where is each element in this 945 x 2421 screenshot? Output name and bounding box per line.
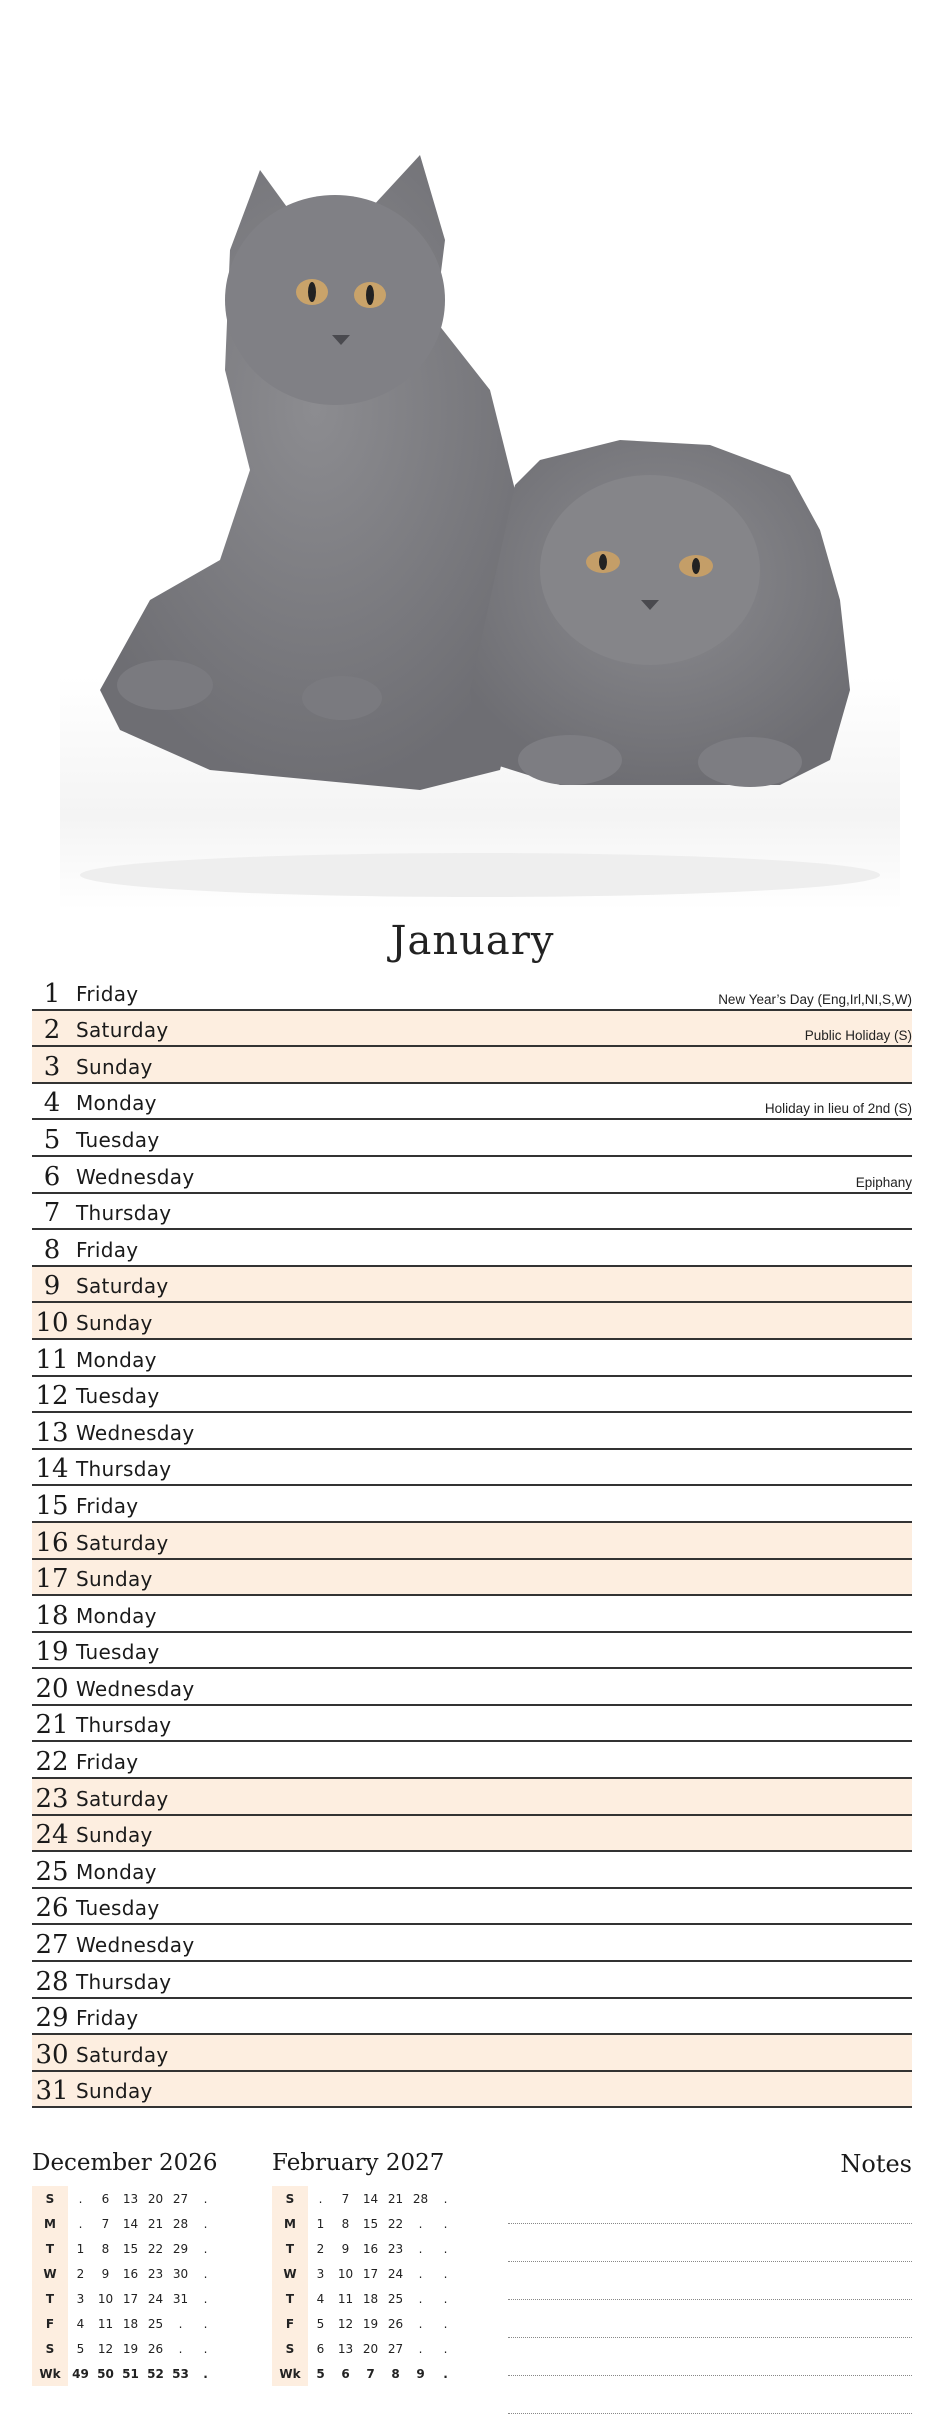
day-row[interactable] (32, 1084, 912, 1121)
mini-calendar-cell: . (418, 2216, 423, 2231)
mini-calendar-cell: 13 (337, 2341, 354, 2356)
mini-calendar-cell: . (443, 2291, 448, 2306)
mini-calendar-cell: 6 (341, 2366, 350, 2381)
weekday-label: M (32, 2211, 68, 2236)
mini-calendar-cell: 29 (172, 2241, 189, 2256)
mini-calendar-cell: 20 (362, 2341, 379, 2356)
mini-calendar-cell: . (443, 2316, 448, 2331)
day-name: Saturday (76, 1786, 169, 1811)
day-number: 2 (43, 1015, 61, 1046)
mini-calendar-row (32, 2236, 218, 2261)
mini-calendar-cell: . (78, 2191, 83, 2206)
mini-calendar-cell: 23 (387, 2241, 404, 2256)
day-name: Monday (76, 1091, 157, 1116)
mini-calendar-cell: 3 (316, 2266, 325, 2281)
weekday-label: Wk (272, 2361, 308, 2386)
mini-calendar-cell: 9 (341, 2241, 350, 2256)
mini-calendar-cell: 7 (341, 2191, 350, 2206)
day-number: 23 (35, 1783, 69, 1814)
mini-calendar-grid (272, 2186, 458, 2386)
weekday-label: S (32, 2336, 68, 2361)
day-number: 15 (35, 1490, 69, 1521)
day-number: 9 (43, 1271, 61, 1302)
mini-calendar-cell: 27 (172, 2191, 189, 2206)
day-name: Sunday (76, 1567, 153, 1592)
mini-calendar-cell: 9 (416, 2366, 425, 2381)
mini-calendar-cell: . (203, 2266, 208, 2281)
mini-calendar-cell: 10 (97, 2291, 114, 2306)
mini-calendar-cell: 7 (101, 2216, 110, 2231)
mini-calendar-cell: 9 (101, 2266, 110, 2281)
mini-calendar-cell: . (443, 2216, 448, 2231)
mini-calendar-row (272, 2236, 458, 2261)
mini-calendar-cell: 21 (147, 2216, 164, 2231)
day-name: Tuesday (76, 1127, 160, 1152)
mini-calendar-cell: . (318, 2191, 323, 2206)
weekday-label: W (32, 2261, 68, 2286)
mini-calendar-row (272, 2261, 458, 2286)
day-row[interactable] (32, 1120, 912, 1157)
day-row[interactable] (32, 1779, 912, 1816)
day-number: 25 (35, 1856, 69, 1887)
mini-calendar-cell: 11 (337, 2291, 354, 2306)
mini-calendar-row (32, 2211, 218, 2236)
day-number: 1 (43, 978, 61, 1009)
day-name: Friday (76, 1493, 139, 1518)
mini-calendar-title: December 2026 (32, 2150, 218, 2176)
mini-calendar-cell: . (203, 2241, 208, 2256)
mini-calendar-cell: 11 (97, 2316, 114, 2331)
day-number: 18 (35, 1600, 69, 1631)
mini-calendar-cell: 19 (122, 2341, 139, 2356)
day-number: 21 (35, 1710, 69, 1741)
mini-calendar-cell: . (443, 2191, 448, 2206)
kittens-photo (60, 130, 900, 910)
mini-calendar-cell: 28 (172, 2216, 189, 2231)
day-number: 20 (35, 1673, 69, 1704)
mini-calendar-row (272, 2311, 458, 2336)
kittens-illustration (60, 130, 900, 910)
mini-calendar-cell: . (78, 2216, 83, 2231)
holiday-label: Public Holiday (S) (804, 1028, 912, 1044)
day-name: Thursday (76, 1201, 172, 1226)
day-name: Sunday (76, 1054, 153, 1079)
mini-calendar-cell: 16 (362, 2241, 379, 2256)
mini-calendar-cell: 28 (412, 2191, 429, 2206)
mini-calendar-cell: . (203, 2191, 208, 2206)
day-number: 4 (43, 1088, 61, 1119)
day-name: Wednesday (76, 1164, 195, 1189)
day-number: 16 (35, 1527, 69, 1558)
day-name: Tuesday (76, 1896, 160, 1921)
mini-calendar-cell: 8 (101, 2241, 110, 2256)
day-number: 12 (35, 1381, 69, 1412)
day-row[interactable] (32, 1267, 912, 1304)
holiday-label: New Year’s Day (Eng,Irl,NI,S,W) (718, 991, 912, 1007)
weekday-label: T (272, 2286, 308, 2311)
day-name: Friday (76, 2006, 139, 2031)
day-name: Thursday (76, 1713, 172, 1738)
day-row[interactable] (32, 1523, 912, 1560)
mini-calendar-cell: 15 (362, 2216, 379, 2231)
weekday-label: M (272, 2211, 308, 2236)
mini-calendar-cell: 5 (316, 2366, 325, 2381)
mini-calendar-cell: 17 (362, 2266, 379, 2281)
mini-calendar-next (272, 2150, 458, 2386)
mini-calendar-cell: 22 (387, 2216, 404, 2231)
day-row[interactable] (32, 1669, 912, 1706)
mini-calendar-cell: 50 (97, 2366, 114, 2381)
day-name: Saturday (76, 1274, 169, 1299)
weekday-label: F (272, 2311, 308, 2336)
weekday-label: F (32, 2311, 68, 2336)
mini-calendar-cell: 16 (122, 2266, 139, 2281)
mini-calendar-cell: 24 (387, 2266, 404, 2281)
day-name: Monday (76, 1859, 157, 1884)
mini-calendar-cell: 30 (172, 2266, 189, 2281)
mini-calendar-cell: 17 (122, 2291, 139, 2306)
day-name: Friday (76, 1237, 139, 1262)
weekday-label: S (272, 2186, 308, 2211)
weekday-label: T (32, 2286, 68, 2311)
mini-calendar-cell: 7 (366, 2366, 375, 2381)
day-name: Saturday (76, 1530, 169, 1555)
day-number: 10 (35, 1307, 69, 1338)
day-number: 27 (35, 1930, 69, 1961)
day-name: Tuesday (76, 1640, 160, 1665)
day-number: 5 (43, 1124, 61, 1155)
day-name: Friday (76, 1750, 139, 1775)
day-row[interactable] (32, 1925, 912, 1962)
mini-calendar-row (272, 2211, 458, 2236)
day-number: 22 (35, 1747, 69, 1778)
mini-calendar-cell: 2 (316, 2241, 325, 2256)
mini-calendar-cell: 12 (97, 2341, 114, 2356)
mini-calendar-cell: 20 (147, 2191, 164, 2206)
mini-calendar-cell: 2 (76, 2266, 85, 2281)
mini-calendar-cell: . (203, 2291, 208, 2306)
mini-calendar-cell: 23 (147, 2266, 164, 2281)
day-row[interactable] (32, 1047, 912, 1084)
day-row[interactable] (32, 1962, 912, 1999)
day-name: Wednesday (76, 1933, 195, 1958)
mini-calendar-cell: 8 (391, 2366, 400, 2381)
mini-calendar-cell: . (418, 2266, 423, 2281)
notes-line[interactable] (508, 2300, 912, 2338)
mini-calendar-cell: . (418, 2341, 423, 2356)
mini-calendar-cell: . (203, 2316, 208, 2331)
day-number: 26 (35, 1893, 69, 1924)
mini-calendar-cell: 13 (122, 2191, 139, 2206)
mini-calendar-cell: 14 (362, 2191, 379, 2206)
mini-calendar-cell: . (443, 2341, 448, 2356)
day-number: 13 (35, 1417, 69, 1448)
day-row[interactable] (32, 1413, 912, 1450)
day-row[interactable] (32, 1596, 912, 1633)
weekday-label: T (272, 2236, 308, 2261)
mini-calendar-cell: 4 (76, 2316, 85, 2331)
day-row[interactable] (32, 1852, 912, 1889)
day-number: 17 (35, 1564, 69, 1595)
day-row[interactable] (32, 1486, 912, 1523)
day-row[interactable] (32, 1816, 912, 1853)
mini-calendar-cell: 18 (362, 2291, 379, 2306)
day-row[interactable] (32, 1340, 912, 1377)
mini-calendar-cell: 1 (316, 2216, 325, 2231)
day-row[interactable] (32, 1011, 912, 1048)
day-number: 30 (35, 2039, 69, 2070)
mini-calendar-cell: 4 (316, 2291, 325, 2306)
mini-calendar-row (272, 2336, 458, 2361)
day-name: Wednesday (76, 1676, 195, 1701)
weekday-label: Wk (32, 2361, 68, 2386)
mini-calendar-cell: 26 (147, 2341, 164, 2356)
day-row[interactable] (32, 1633, 912, 1670)
mini-calendar-cell: 52 (147, 2366, 164, 2381)
day-row[interactable] (32, 2072, 912, 2109)
day-row[interactable] (32, 1999, 912, 2036)
mini-calendar-cell: 24 (147, 2291, 164, 2306)
day-name: Thursday (76, 1457, 172, 1482)
notes-section (508, 2150, 912, 2414)
mini-calendar-cell: 6 (101, 2191, 110, 2206)
month-title: January (390, 918, 555, 964)
day-number: 3 (43, 1051, 61, 1082)
day-row[interactable] (32, 1303, 912, 1340)
weekday-label: T (32, 2236, 68, 2261)
mini-calendar-cell: 18 (122, 2316, 139, 2331)
mini-calendar-cell: . (178, 2316, 183, 2331)
day-row[interactable] (32, 1450, 912, 1487)
weekday-label: S (272, 2336, 308, 2361)
day-name: Saturday (76, 2042, 169, 2067)
mini-calendar-cell: 6 (316, 2341, 325, 2356)
mini-calendar-row (32, 2336, 218, 2361)
mini-calendar-cell: 10 (337, 2266, 354, 2281)
day-number: 24 (35, 1820, 69, 1851)
day-name: Wednesday (76, 1420, 195, 1445)
mini-calendar-cell: 5 (316, 2316, 325, 2331)
mini-calendar-row (272, 2286, 458, 2311)
mini-calendar-row (272, 2361, 458, 2386)
mini-calendar-row (32, 2186, 218, 2211)
mini-calendar-cell: 3 (76, 2291, 85, 2306)
day-name: Friday (76, 981, 139, 1006)
weekday-label: W (272, 2261, 308, 2286)
day-row[interactable] (32, 1560, 912, 1597)
mini-calendar-row (32, 2311, 218, 2336)
day-number: 7 (43, 1198, 61, 1229)
mini-calendar-cell: 25 (147, 2316, 164, 2331)
day-row[interactable] (32, 2035, 912, 2072)
mini-calendar-cell: 22 (147, 2241, 164, 2256)
holiday-label: Holiday in lieu of 2nd (S) (764, 1101, 912, 1117)
mini-calendar-cell: 53 (172, 2366, 189, 2381)
mini-calendar-cell: . (418, 2316, 423, 2331)
day-name: Sunday (76, 1823, 153, 1848)
day-number: 11 (35, 1344, 69, 1375)
day-row[interactable] (32, 1889, 912, 1926)
mini-calendar-cell: 27 (387, 2341, 404, 2356)
mini-calendar-cell: 49 (72, 2366, 89, 2381)
mini-calendar-cell: 1 (76, 2241, 85, 2256)
mini-calendar-cell: 19 (362, 2316, 379, 2331)
mini-calendar-title: February 2027 (272, 2150, 445, 2176)
day-number: 14 (35, 1454, 69, 1485)
mini-calendar-cell: . (203, 2341, 208, 2356)
day-row[interactable] (32, 1194, 912, 1231)
notes-line[interactable] (508, 2376, 912, 2414)
day-row[interactable] (32, 1706, 912, 1743)
mini-calendar-cell: . (418, 2291, 423, 2306)
day-name: Thursday (76, 1969, 172, 1994)
mini-calendar-cell: 5 (76, 2341, 85, 2356)
notes-line[interactable] (508, 2224, 912, 2262)
mini-calendar-cell: 25 (387, 2291, 404, 2306)
day-number: 8 (43, 1234, 61, 1265)
mini-calendar-cell: . (443, 2241, 448, 2256)
mini-calendar-cell: 51 (122, 2366, 139, 2381)
mini-calendar-cell: . (443, 2266, 448, 2281)
notes-line[interactable] (508, 2338, 912, 2376)
mini-calendar-row (32, 2361, 218, 2386)
mini-calendar-cell: . (443, 2366, 448, 2381)
day-number: 29 (35, 2003, 69, 2034)
day-number: 6 (43, 1161, 61, 1192)
mini-calendar-row (272, 2186, 458, 2211)
day-name: Saturday (76, 1018, 169, 1043)
day-number: 31 (35, 2076, 69, 2107)
mini-calendar-cell: 12 (337, 2316, 354, 2331)
day-number: 19 (35, 1637, 69, 1668)
mini-calendar-grid (32, 2186, 218, 2386)
mini-calendar-cell: . (178, 2341, 183, 2356)
day-name: Sunday (76, 2079, 153, 2104)
holiday-label: Epiphany (855, 1174, 912, 1190)
day-list (32, 974, 912, 2108)
mini-calendar-cell: 31 (172, 2291, 189, 2306)
mini-calendar-cell: . (418, 2241, 423, 2256)
day-number: 28 (35, 1966, 69, 1997)
weekday-label: S (32, 2186, 68, 2211)
mini-calendar-cell: 15 (122, 2241, 139, 2256)
notes-title: Notes (840, 2150, 912, 2178)
mini-calendar-previous (32, 2150, 218, 2386)
day-row[interactable] (32, 1377, 912, 1414)
mini-calendar-row (32, 2261, 218, 2286)
day-name: Monday (76, 1347, 157, 1372)
day-name: Tuesday (76, 1384, 160, 1409)
mini-calendar-cell: 8 (341, 2216, 350, 2231)
mini-calendar-cell: 26 (387, 2316, 404, 2331)
notes-line[interactable] (508, 2186, 912, 2224)
mini-calendar-cell: . (203, 2216, 208, 2231)
day-row[interactable] (32, 1157, 912, 1194)
notes-line[interactable] (508, 2262, 912, 2300)
mini-calendar-cell: 14 (122, 2216, 139, 2231)
day-row[interactable] (32, 974, 912, 1011)
mini-calendar-row (32, 2286, 218, 2311)
day-name: Monday (76, 1603, 157, 1628)
mini-calendar-cell: . (203, 2366, 208, 2381)
day-name: Sunday (76, 1310, 153, 1335)
day-row[interactable] (32, 1742, 912, 1779)
mini-calendar-cell: 21 (387, 2191, 404, 2206)
day-row[interactable] (32, 1230, 912, 1267)
